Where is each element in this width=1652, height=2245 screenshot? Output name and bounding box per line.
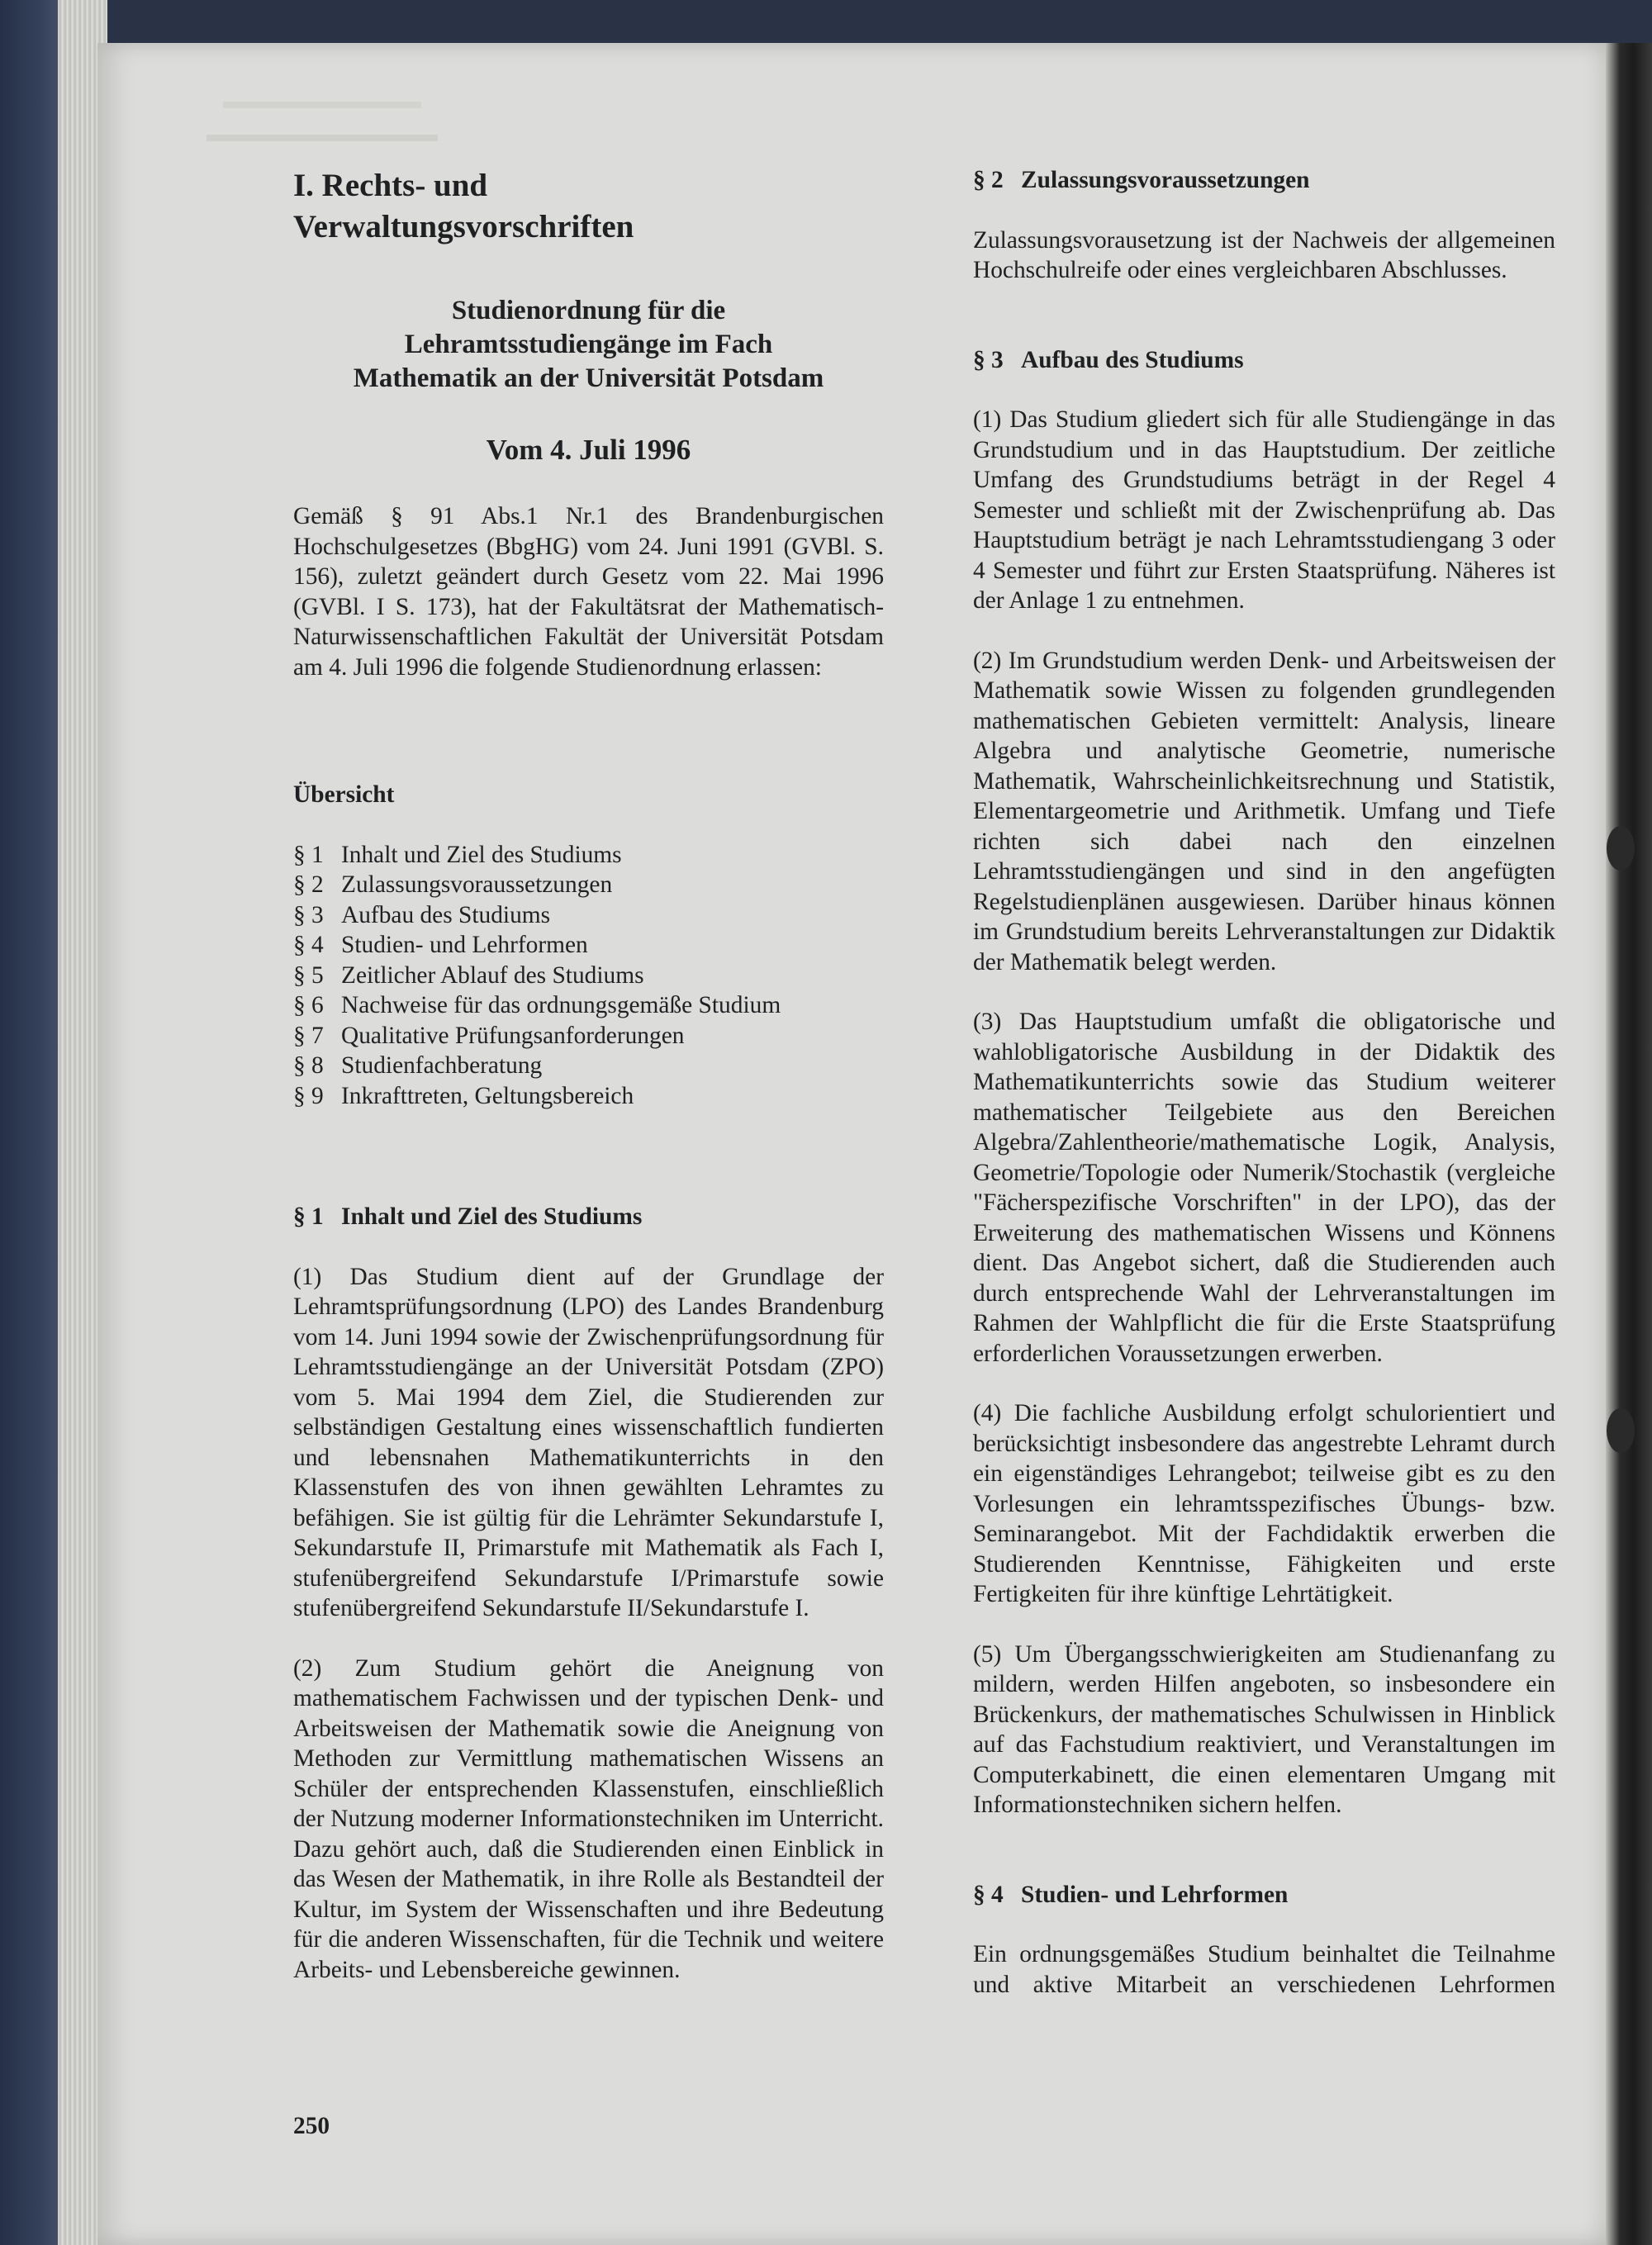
overview-heading: Übersicht: [293, 781, 395, 808]
main-title: [293, 165, 884, 248]
section-4-heading: [973, 1880, 1555, 1910]
overview-item-label: Qualitative Prüfungsanforderungen: [341, 1022, 685, 1049]
overview-item-label: Studienfachberatung: [341, 1052, 543, 1079]
overview-item-label: Aufbau des Studiums: [341, 901, 551, 928]
section-3-number: § 3: [973, 346, 1004, 373]
section-3-paragraph-1: (1) Das Studium gliedert sich für alle Studiengänge in das Grundstudium und in das Hauptstudium. Der zeitliche Umfang des Grundstudiums beträgt in der Regel 4 Semester und schließt mit der Zwischenprüfung ab. Das Hauptstudium beträgt je nach Lehramtsstudiengang 3 oder 4 Semester und führt zur Ersten Staatsprüfung. Näheres ist der Anlage 1 zu entnehmen.: [973, 406, 1555, 614]
overview-item: [293, 1081, 884, 1112]
overview-item: [293, 990, 884, 1021]
section-3-paragraph-5: (5) Um Übergangsschwierigkeiten am Studienanfang zu mildern, werden Hilfen angeboten, so insbesondere ein Brückenkurs, der mathematisches Schulwissen in Hinblick auf das Fachstudium reaktiviert, und Veranstaltungen im Computerkabinett, die einen elementaren Umgang mit Informationstechniken sichern helfen.: [973, 1640, 1555, 1818]
section-4-paragraph-1: Ein ordnungsgemäßes Studium beinhaltet die Teilnahme und aktive Mitarbeit an verschiedenen Lehrformen: [973, 1941, 1555, 1998]
document-title-line2: Lehramtsstudiengänge im Fach: [404, 330, 773, 359]
overview-item-num: § 5: [293, 961, 324, 989]
document-title-line1: Studienordnung für die: [451, 296, 726, 325]
overview-item-num: § 4: [293, 932, 324, 958]
section-3-heading: [973, 345, 1555, 376]
document-title-line3: Mathematik an der Universität Potsdam: [353, 363, 824, 393]
overview-item-num: § 6: [293, 992, 324, 1018]
overview-item: [293, 1021, 884, 1051]
section-1-paragraph-1: (1) Das Studium dient auf der Grundlage der Lehramtsprüfungsordnung (LPO) des Landes Brandenburg vom 14. Juni 1994 sowie der Zwischenprüfungsordnung für Lehramtsstudiengänge an der Universität Potsdam (ZPO) vom 5. Mai 1994 dem Ziel, die Studierenden zur selbständigen Gestaltung eines wissenschaftlich fundierten und lebensnahen Mathematikunterrichts in den Klassenstufen des von ihnen gewählten Lehramtes zu befähigen. Sie ist gültig für die Lehrämter Sekundarstufe I, Sekundarstufe II, Primarstufe mit Mathematik als Fach I, stufenübergreifend Sekundarstufe I/Primarstufe sowie stufenübergreifend Sekundarstufe II/Sekundarstufe I.: [293, 1263, 884, 1621]
section-1-title: Inhalt und Ziel des Studiums: [341, 1203, 643, 1230]
overview-item-label: Zulassungsvoraussetzungen: [341, 871, 613, 898]
right-column: [973, 165, 1555, 2029]
section-1-paragraph-2: (2) Zum Studium gehört die Aneignung von mathematischem Fachwissen und der typischen Denk- und Arbeitsweisen der Mathematik sowie die Aneignung von Methoden zur Vermittlung mathematischen Wissens an Schüler der entsprechenden Klassenstufen, einschließlich der Nutzung moderner Informationstechniken im Unterricht. Dazu gehört auch, daß die Studierenden einen Einblick in das Wesen der Mathematik, in ihre Rolle als Bestandteil der Kultur, im System der Wissenschaften und ihre Bedeutung für die anderen Wissenschaften, für die Technik und weitere Arbeits- und Lebensbereiche gewinnen.: [293, 1654, 884, 1983]
section-4-title: Studien- und Lehrformen: [1021, 1881, 1289, 1908]
section-4-number: § 4: [973, 1881, 1004, 1908]
document-title: [293, 294, 884, 396]
punch-hole-top: [1607, 826, 1635, 871]
overview-item-num: § 1: [293, 841, 324, 868]
overview-item: [293, 930, 884, 961]
overview-item: [293, 1051, 884, 1081]
overview-item-label: Inkrafttreten, Geltungsbereich: [341, 1082, 634, 1109]
section-1-number: § 1: [293, 1203, 324, 1230]
section-2-heading: [973, 165, 1555, 196]
overview-item-num: § 9: [293, 1082, 324, 1109]
document-date: Vom 4. Juli 1996: [486, 434, 691, 466]
overview-item: [293, 870, 884, 900]
overview-item-num: § 7: [293, 1022, 324, 1049]
overview-item: [293, 961, 884, 991]
left-column: [293, 165, 884, 2015]
section-1-heading: [293, 1202, 884, 1232]
overview-item-num: § 2: [293, 871, 324, 898]
overview-item-label: Nachweise für das ordnungsgemäße Studium: [341, 992, 781, 1018]
section-3-title: Aufbau des Studiums: [1021, 346, 1244, 373]
section-2-number: § 2: [973, 167, 1004, 193]
page-number: 250: [293, 2113, 330, 2139]
punch-hole-bottom: [1607, 1408, 1635, 1453]
overview-item-num: § 3: [293, 901, 324, 928]
section-3-paragraph-2: (2) Im Grundstudium werden Denk- und Arbeitsweisen der Mathematik sowie Wissen zu folgenden grundlegenden mathematischen Gebieten vermittelt: Analysis, lineare Algebra und analytische Geometrie, numerische Mathematik, Wahrscheinlichkeitsrechnung und Statistik, Elementargeometrie und Arithmetik. Umfang und Tiefe richten sich dabei nach den einzelnen Lehramtsstudiengängen und sind in den angefügten Regelstudienplänen ausgewiesen. Darüber hinaus können im Grundstudium bereits Lehrveranstaltungen zur Didaktik der Mathematik belegt werden.: [973, 647, 1555, 975]
section-2-paragraph-1: Zulassungsvorausetzung ist der Nachweis der allgemeinen Hochschulreife oder eines vergleichbaren Abschlusses.: [973, 226, 1555, 283]
section-2-title: Zulassungsvoraussetzungen: [1021, 167, 1310, 193]
overview-item-label: Inhalt und Ziel des Studiums: [341, 841, 622, 868]
page-right-edge: [1606, 43, 1652, 2245]
overview-item-num: § 8: [293, 1052, 324, 1079]
overview-item: [293, 900, 884, 931]
overview-item-label: Studien- und Lehrformen: [341, 932, 588, 958]
main-title-line1: I. Rechts- und: [293, 168, 488, 203]
preamble: Gemäß § 91 Abs.1 Nr.1 des Brandenburgischen Hochschulgesetzes (BbgHG) vom 24. Juni 1991 (GVBl. S. 156), zuletzt geändert durch Gesetz vom 22. Mai 1996 (GVBl. I S. 173), hat der Fakultätsrat der Mathematisch-Naturwissenschaftlichen Fakultät der Universität Potsdam am 4. Juli 1996 die folgende Studienordnung erlassen:: [293, 503, 884, 681]
main-title-line2: Verwaltungsvorschriften: [293, 209, 634, 244]
overview-item-label: Zeitlicher Ablauf des Studiums: [341, 961, 644, 989]
overview-item: [293, 840, 884, 871]
section-3-paragraph-3: (3) Das Hauptstudium umfaßt die obligatorische und wahlobligatorische Ausbildung in der Didaktik des Mathematikunterrichts sowie das Studium weiterer mathematischer Teilgebiete aus den Bereichen Algebra/Zahlentheorie/mathematische Logik, Analysis, Geometrie/Topologie oder Numerik/Stochastik (vergleiche "Fächerspezifische Vorschriften" in der LPO), das der Erweiterung des mathematischen Wissens und Könnens dient. Das Angebot sichert, daß die Studierenden auch durch entsprechende Wahl der Lehrveranstaltungen im Rahmen der Wahlpflicht die für die Erste Staatsprüfung erforderlichen Voraussetzungen erwerben.: [973, 1009, 1555, 1367]
section-3-paragraph-4: (4) Die fachliche Ausbildung erfolgt schulorientiert und berücksichtigt insbesondere das angestrebte Lehramt durch ein eigenständiges Lehrangebot; teilweise gibt es zu den Vorlesungen ein lehramtsspezifisches Übungs- bzw. Seminarangebot. Mit der Fachdidaktik erwerben die Studierenden Kenntnisse, Fähigkeiten und erste Fertigkeiten für ihre künftige Lehrtätigkeit.: [973, 1400, 1555, 1607]
overview-list: [293, 840, 884, 1112]
